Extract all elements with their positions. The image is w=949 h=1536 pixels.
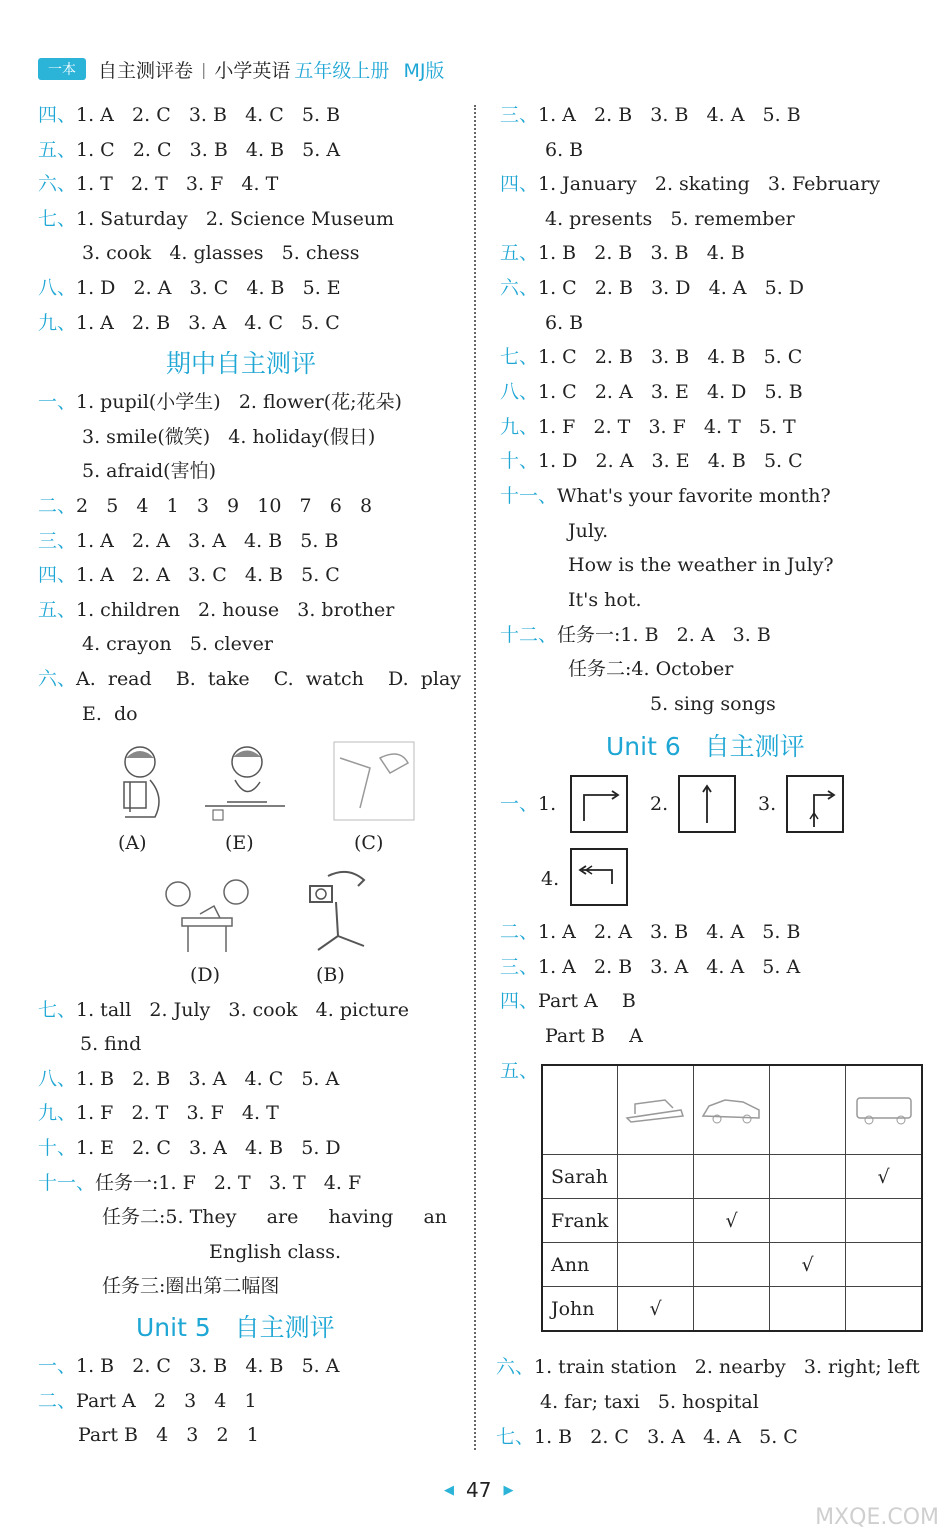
table-cell — [618, 1199, 694, 1243]
table-row — [542, 1243, 922, 1287]
answer-line: 一、1. pupil(小学生) 2. flower(花;花朵) — [38, 391, 402, 413]
answer-line: 6. B — [545, 312, 584, 334]
row-name: Frank — [542, 1199, 618, 1243]
answer-line: 八、1. D 2. A 3. C 4. B 5. E — [38, 277, 341, 299]
answer-line: 一、1. — [500, 793, 557, 815]
answer-line: How is the weather in July? — [568, 554, 834, 576]
table-cell — [846, 1243, 923, 1287]
answer-line: 任务二:4. October — [568, 658, 734, 680]
answer-line: 4. — [541, 868, 560, 890]
edition-title: MJ版 — [403, 59, 445, 82]
answer-line: 3. cook 4. glasses 5. chess — [82, 242, 360, 264]
transport-table — [541, 1064, 923, 1332]
answer-line: 5. sing songs — [650, 693, 776, 715]
turn-right-sign-icon — [570, 775, 628, 833]
answer-line: 5. find — [80, 1033, 142, 1055]
answer-line: 二、2 5 4 1 3 9 10 7 6 8 — [38, 495, 373, 517]
table-cell — [846, 1287, 923, 1332]
answer-line: 七、1. Saturday 2. Science Museum — [38, 208, 395, 230]
answer-line: 六、A. read B. take C. watch D. play — [38, 668, 462, 690]
answer-line: 3. — [758, 793, 777, 815]
table-cell — [618, 1155, 694, 1199]
answer-line: 九、1. F 2. T 3. F 4. T — [38, 1102, 279, 1124]
answer-line: English class. — [209, 1241, 342, 1263]
answer-line: 六、1. C 2. B 3. D 4. A 5. D — [500, 277, 805, 299]
illustration-child-drawing — [205, 742, 290, 827]
watermark: MXQE.COM — [815, 1505, 939, 1530]
caption-d: (D) — [190, 964, 221, 986]
brand-logo: 一本 — [38, 58, 86, 80]
table-cell — [694, 1287, 770, 1332]
illustration-child-reading — [110, 742, 175, 827]
table-cell — [846, 1199, 923, 1243]
header-separator: | — [201, 59, 207, 79]
answer-line: 十、1. D 2. A 3. E 4. B 5. C — [500, 450, 803, 472]
row-name: Ann — [542, 1243, 618, 1287]
page-number — [432, 1478, 525, 1502]
answer-line: 三、1. A 2. B 3. A 4. A 5. A — [500, 956, 801, 978]
car-icon — [694, 1065, 770, 1155]
table-cell — [770, 1199, 846, 1243]
answer-line: 五、1. B 2. B 3. B 4. B — [500, 242, 745, 264]
table-row — [542, 1287, 922, 1332]
answer-line: 2. — [650, 793, 669, 815]
table-cell — [694, 1155, 770, 1199]
answer-line: 二、Part A 2 3 4 1 — [38, 1390, 257, 1412]
table-corner-cell — [542, 1065, 618, 1155]
answer-line: 九、1. F 2. T 3. F 4. T 5. T — [500, 416, 796, 438]
answer-line: 八、1. B 2. B 3. A 4. C 5. A — [38, 1068, 340, 1090]
answer-line: E. do — [82, 703, 138, 725]
table-cell: √ — [770, 1243, 846, 1287]
train-icon — [618, 1065, 694, 1155]
answer-line: 五、 — [500, 1060, 539, 1082]
answer-line: 三、1. A 2. A 3. A 4. B 5. B — [38, 530, 339, 552]
answer-line: 四、1. A 2. A 3. C 4. B 5. C — [38, 564, 340, 586]
caption-c: (C) — [354, 832, 384, 854]
caption-b: (B) — [316, 964, 345, 986]
turn-left-back-sign-icon — [570, 848, 628, 906]
page-number-text: 47 — [466, 1478, 492, 1502]
answer-line: Part B 4 3 2 1 — [78, 1424, 259, 1446]
table-cell: √ — [618, 1287, 694, 1332]
answer-line: 任务二:5. They are having an — [102, 1206, 448, 1228]
answer-line: 十二、任务一:1. B 2. A 3. B — [500, 624, 771, 646]
answer-line: Part B A — [545, 1025, 643, 1047]
answer-line: 4. presents 5. remember — [545, 208, 795, 230]
answer-line: 4. far; taxi 5. hospital — [540, 1391, 759, 1413]
table-cell — [770, 1287, 846, 1332]
prev-triangle-icon: ◀ — [444, 1482, 454, 1498]
illustration-tv-watching — [330, 738, 420, 826]
answer-line: 七、1. C 2. B 3. B 4. B 5. C — [500, 346, 803, 368]
answer-line: 八、1. C 2. A 3. E 4. D 5. B — [500, 381, 803, 403]
answer-line: July. — [568, 520, 609, 542]
bus-icon — [846, 1065, 923, 1155]
caption-a: (A) — [118, 832, 147, 854]
page-header — [38, 55, 444, 83]
answer-line: 十一、任务一:1. F 2. T 3. T 4. F — [38, 1172, 362, 1194]
row-name: John — [542, 1287, 618, 1332]
answer-line: 五、1. children 2. house 3. brother — [38, 599, 395, 621]
subject-title: 小学英语 — [214, 59, 291, 82]
table-row — [542, 1155, 922, 1199]
answer-line: 二、1. A 2. A 3. B 4. A 5. B — [500, 921, 801, 943]
grade-title: 五年级上册 — [294, 59, 390, 82]
answer-line: 六、1. train station 2. nearby 3. right; left — [496, 1356, 920, 1378]
answer-line: 四、1. A 2. C 3. B 4. C 5. B — [38, 104, 341, 126]
answer-line: 四、Part A B — [500, 990, 636, 1012]
answer-line: 三、1. A 2. B 3. B 4. A 5. B — [500, 104, 801, 126]
section-title-unit5: Unit 5 自主测评 — [136, 1313, 335, 1342]
section-title-midterm: 期中自主测评 — [166, 349, 317, 378]
answer-line: 3. smile(微笑) 4. holiday(假日) — [82, 426, 376, 448]
illustration-children-playing — [160, 874, 255, 959]
next-triangle-icon: ▶ — [503, 1482, 514, 1498]
table-cell — [694, 1243, 770, 1287]
caption-e: (E) — [225, 832, 254, 854]
empty-vehicle-cell — [770, 1065, 846, 1155]
answer-line: 五、1. C 2. C 3. B 4. B 5. A — [38, 139, 341, 161]
illustration-taking-photo — [298, 866, 378, 956]
series-title: 自主测评卷 — [98, 59, 194, 82]
table-cell — [618, 1243, 694, 1287]
table-cell — [770, 1155, 846, 1199]
answer-line: 4. crayon 5. clever — [82, 633, 273, 655]
answer-line: 四、1. January 2. skating 3. February — [500, 173, 881, 195]
answer-line: 一、1. B 2. C 3. B 4. B 5. A — [38, 1355, 340, 1377]
answer-line: It's hot. — [568, 589, 642, 611]
table-cell: √ — [846, 1155, 923, 1199]
row-name: Sarah — [542, 1155, 618, 1199]
table-cell: √ — [694, 1199, 770, 1243]
answer-line: 九、1. A 2. B 3. A 4. C 5. C — [38, 312, 340, 334]
table-row — [542, 1199, 922, 1243]
table-header-row — [542, 1065, 922, 1155]
column-divider — [474, 105, 476, 1450]
section-title-unit6: Unit 6 自主测评 — [606, 732, 805, 761]
answer-line: 十、1. E 2. C 3. A 4. B 5. D — [38, 1137, 341, 1159]
answer-line: 6. B — [545, 139, 584, 161]
go-straight-sign-icon — [678, 775, 736, 833]
straight-then-right-sign-icon — [786, 775, 844, 833]
answer-line: 十一、What's your favorite month? — [500, 485, 831, 507]
answer-line: 5. afraid(害怕) — [82, 460, 217, 482]
answer-line: 六、1. T 2. T 3. F 4. T — [38, 173, 279, 195]
answer-line: 七、1. B 2. C 3. A 4. A 5. C — [496, 1426, 798, 1448]
answer-line: 七、1. tall 2. July 3. cook 4. picture — [38, 999, 409, 1021]
answer-line: 任务三:圈出第二幅图 — [102, 1275, 280, 1297]
